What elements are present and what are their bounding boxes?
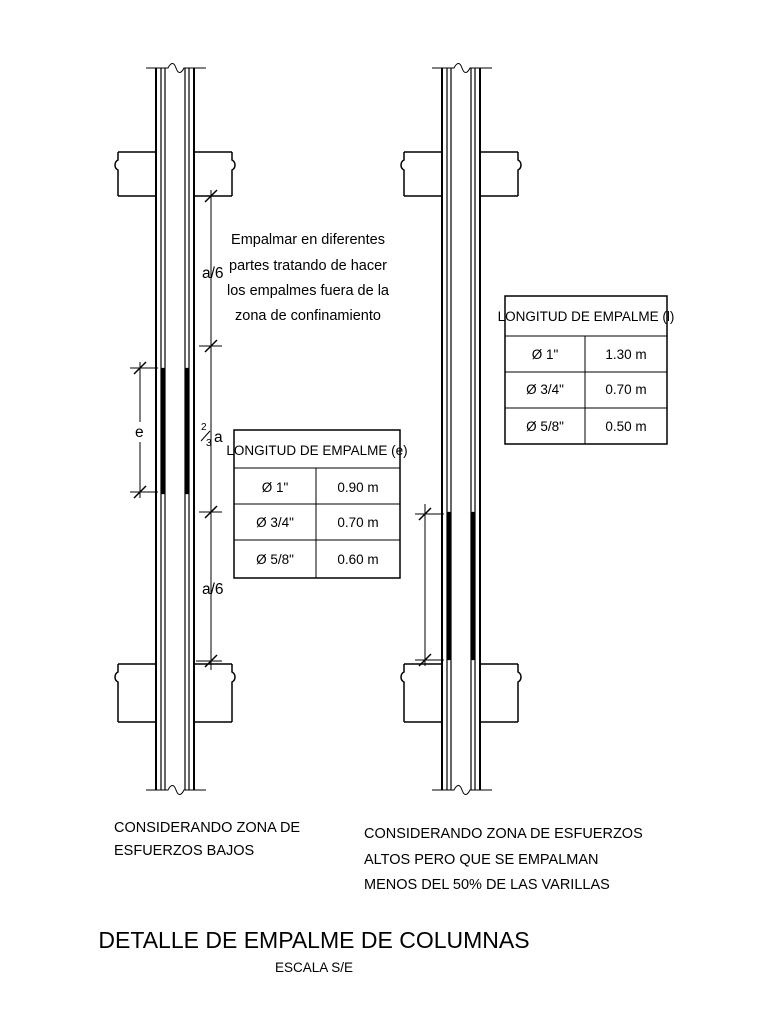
svg-text:MENOS DEL 50% DE LAS VARILLAS: MENOS DEL 50% DE LAS VARILLAS — [364, 877, 610, 893]
table-e-row1-diameter: Ø 1" — [261, 480, 289, 495]
caption-right — [364, 826, 643, 893]
right-top-slab — [401, 152, 521, 196]
svg-text:CONSIDERANDO ZONA DE: CONSIDERANDO ZONA DE — [114, 820, 301, 836]
svg-text:Empalmar en diferentes: Empalmar en diferentes — [231, 232, 385, 248]
table-l-row3-length: 0.50 m — [605, 419, 647, 434]
drawing-scale: ESCALA S/E — [274, 960, 354, 975]
svg-text:ALTOS PERO QUE SE EMPALMAN: ALTOS PERO QUE SE EMPALMAN — [364, 852, 599, 868]
drawing-title: DETALLE DE EMPALME DE COLUMNAS — [98, 927, 530, 953]
table-e-row1-length: 0.90 m — [337, 480, 379, 495]
table-l-header: LONGITUD DE EMPALME (l) — [497, 309, 675, 324]
table-e-row2-diameter: Ø 3/4" — [256, 515, 294, 530]
table-e-row3-diameter: Ø 5/8" — [256, 552, 294, 567]
caption-left — [114, 820, 300, 859]
table-splice-length-l — [498, 296, 675, 444]
svg-text:2: 2 — [201, 422, 207, 433]
right-bottom-slab — [401, 664, 521, 722]
dim-label-top: a/6 — [202, 265, 224, 282]
dim-label-middle — [201, 422, 223, 449]
svg-text:3: 3 — [206, 438, 212, 449]
table-splice-length-e — [226, 430, 407, 578]
table-l-row1-diameter: Ø 1" — [531, 347, 559, 362]
left-bottom-slab — [115, 664, 235, 722]
splice-note — [227, 232, 390, 324]
table-l-row1-length: 1.30 m — [605, 347, 647, 362]
svg-text:CONSIDERANDO ZONA DE ESFUERZOS: CONSIDERANDO ZONA DE ESFUERZOS — [364, 826, 643, 842]
svg-text:zona de confinamiento: zona de confinamiento — [235, 308, 381, 324]
dim-label-bottom: a/6 — [202, 581, 224, 598]
svg-text:partes tratando de hacer: partes tratando de hacer — [229, 258, 387, 274]
table-e-row2-length: 0.70 m — [337, 515, 379, 530]
table-l-row2-length: 0.70 m — [605, 382, 647, 397]
table-e-row3-length: 0.60 m — [337, 552, 379, 567]
left-top-slab — [115, 152, 235, 196]
splice-label: e — [135, 424, 144, 441]
left-column-detail — [115, 64, 235, 795]
table-e-header: LONGITUD DE EMPALME (e) — [226, 443, 408, 458]
right-column-detail — [401, 64, 521, 795]
svg-text:los empalmes fuera de la: los empalmes fuera de la — [227, 283, 389, 299]
svg-text:a: a — [214, 429, 223, 446]
svg-text:ESFUERZOS BAJOS: ESFUERZOS BAJOS — [114, 843, 255, 859]
table-l-row3-diameter: Ø 5/8" — [526, 419, 564, 434]
table-l-row2-diameter: Ø 3/4" — [526, 382, 564, 397]
